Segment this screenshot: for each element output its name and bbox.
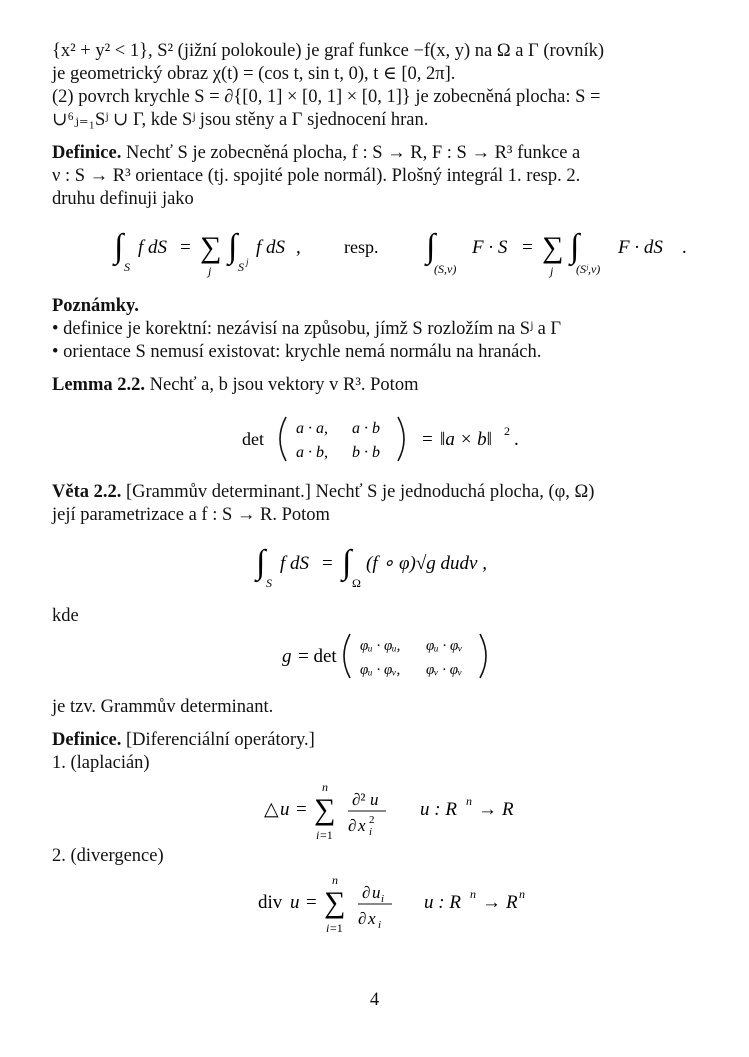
svg-text:i: i xyxy=(316,828,320,842)
svg-text:n: n xyxy=(322,780,328,794)
svg-text:a · b: a · b xyxy=(352,420,380,437)
definition-text-3: druhu definuji jako xyxy=(52,189,194,209)
svg-text:∂²: ∂² xyxy=(352,790,366,809)
notes-item-2: • orientace S nemusí existovat: krychle nemá normálu na hranách. xyxy=(52,342,542,362)
lemma-text: Nechť a, b jsou vektory v R³. Potom xyxy=(145,375,419,395)
text-line-4: ∪⁶ⱼ₌₁Sʲ ∪ Γ, kde Sʲ jsou stěny a Γ sjednocení hran. xyxy=(52,110,429,130)
text-line-2: je geometrický obraz χ(t) = (cos t, sin t, 0), t ∈ [0, 2π]. xyxy=(52,64,456,84)
svg-text:2: 2 xyxy=(504,424,510,438)
svg-text:∫: ∫ xyxy=(426,228,436,265)
svg-text:→: → xyxy=(478,799,497,820)
svg-text:(S,ν): (S,ν) xyxy=(434,262,457,276)
svg-text:f dS: f dS xyxy=(280,553,310,574)
svg-text:∑: ∑ xyxy=(324,886,346,919)
equation-gramm xyxy=(52,539,700,593)
svg-text:Ω: Ω xyxy=(352,576,361,590)
svg-text:det: det xyxy=(242,429,264,449)
theorem-label: Věta 2.2. xyxy=(52,482,122,502)
svg-text:u: u xyxy=(280,799,290,820)
svg-text:(Sʲ,ν): (Sʲ,ν) xyxy=(576,262,601,276)
svg-text:=: = xyxy=(522,237,533,258)
svg-text:i: i xyxy=(381,893,385,905)
svg-text:j: j xyxy=(208,264,212,278)
svg-text:.: . xyxy=(514,429,519,450)
svg-text:n: n xyxy=(466,794,472,808)
svg-text:=: = xyxy=(180,237,191,258)
lemma-label: Lemma 2.2. xyxy=(52,375,145,395)
svg-text:,: , xyxy=(296,237,301,258)
notes xyxy=(52,295,700,364)
svg-text:div: div xyxy=(258,892,283,913)
theorem-text-1: [Grammův determinant.] Nechť S je jednoduchá plocha, (φ, Ω) xyxy=(121,482,595,502)
svg-text:u : R: u : R xyxy=(420,799,457,820)
svg-text:∂: ∂ xyxy=(362,883,371,902)
svg-text:i: i xyxy=(326,921,330,935)
svg-text:△: △ xyxy=(264,799,279,820)
svg-text:=: = xyxy=(296,799,307,820)
svg-text:j: j xyxy=(550,264,554,278)
svg-text:∫: ∫ xyxy=(570,228,580,265)
svg-text:i: i xyxy=(378,919,382,931)
definition-label: Definice. xyxy=(52,143,122,163)
svg-text:= det: = det xyxy=(298,646,337,667)
svg-text:=: = xyxy=(306,892,317,913)
definition-2-label: Definice. xyxy=(52,730,122,750)
resp-label: resp. xyxy=(344,237,379,257)
svg-text:F · S⃗: F · S⃗ xyxy=(472,237,523,258)
svg-text:S: S xyxy=(238,260,244,274)
svg-text:f dS: f dS xyxy=(256,237,286,258)
svg-text:u: u xyxy=(290,892,300,913)
equation-surface-integrals xyxy=(52,223,700,279)
definition-2-item-1: 1. (laplacián) xyxy=(52,753,150,773)
svg-text:u: u xyxy=(372,883,381,902)
theorem xyxy=(52,481,700,527)
definition-1 xyxy=(52,142,700,211)
svg-text:R: R xyxy=(502,799,514,820)
svg-text:S: S xyxy=(266,576,272,590)
svg-text:S: S xyxy=(124,260,130,274)
theorem-after: je tzv. Grammův determinant. xyxy=(52,697,274,717)
svg-text:a · b,: a · b, xyxy=(296,444,328,461)
svg-text:u: u xyxy=(370,790,379,809)
svg-text:∫: ∫ xyxy=(256,544,266,581)
svg-text:φᵤ · φᵥ,: φᵤ · φᵥ, xyxy=(360,662,401,678)
notes-item-1: • definice je korektní: nezávisí na způsobu, jímž S rozložím na Sʲ a Γ xyxy=(52,319,562,339)
svg-text:f dS: f dS xyxy=(138,237,168,258)
notes-heading: Poznámky. xyxy=(52,296,139,316)
svg-text:φᵤ · φᵤ,: φᵤ · φᵤ, xyxy=(360,638,401,654)
kde-label: kde xyxy=(52,606,79,626)
svg-text:j: j xyxy=(246,257,249,267)
equation-divergence xyxy=(52,868,700,938)
page-number: 4 xyxy=(369,990,380,1010)
svg-text:n: n xyxy=(332,873,338,887)
svg-text:x: x xyxy=(368,909,376,928)
svg-text:φᵤ · φᵥ: φᵤ · φᵥ xyxy=(426,638,463,654)
definition-text-1: Nechť S je zobecněná plocha, f : S → R, F : S → R³ funkce a xyxy=(121,143,581,163)
equation-lemma xyxy=(52,409,700,469)
svg-text:∑: ∑ xyxy=(200,231,222,264)
equation-laplacian xyxy=(52,775,700,845)
definition-2 xyxy=(52,729,700,775)
svg-text:F · dS⃗ .: F · dS⃗ . xyxy=(618,237,688,258)
svg-text:a · a,: a · a, xyxy=(296,420,328,437)
svg-text:x: x xyxy=(358,816,366,835)
svg-text:u : R: u : R xyxy=(424,892,461,913)
svg-text:g: g xyxy=(282,646,292,667)
svg-text:b · b: b · b xyxy=(352,444,380,461)
definition-text-2: ν : S → R³ orientace (tj. spojité pole normál). Plošný integrál 1. resp. 2. xyxy=(52,166,581,186)
svg-text:=1: =1 xyxy=(320,828,333,842)
svg-text:∫: ∫ xyxy=(114,228,124,265)
svg-text:φᵥ · φᵥ: φᵥ · φᵥ xyxy=(426,662,463,678)
svg-text:∂: ∂ xyxy=(358,909,367,928)
svg-text:R: R xyxy=(506,892,518,913)
equation-g xyxy=(52,628,700,684)
svg-text:→: → xyxy=(482,892,501,913)
svg-text:2: 2 xyxy=(369,814,375,826)
page-content xyxy=(52,40,700,938)
svg-text:∫: ∫ xyxy=(228,228,238,265)
svg-text:i: i xyxy=(369,826,373,838)
svg-text:∂: ∂ xyxy=(348,816,357,835)
svg-text:‖a × b‖: ‖a × b‖ xyxy=(440,429,492,450)
text-line-1: {x² + y² < 1}, S² (jižní polokoule) je graf funkce −f(x, y) na Ω a Γ (rovník) xyxy=(52,41,604,61)
theorem-text-2: její parametrizace a f : S → R. Potom xyxy=(52,505,330,525)
svg-text:=: = xyxy=(422,429,433,450)
text-line-3: (2) povrch krychle S = ∂{[0, 1] × [0, 1] × [0, 1]} je zobecněná plocha: S = xyxy=(52,87,601,107)
svg-text:∫: ∫ xyxy=(342,544,352,581)
svg-text:=1: =1 xyxy=(330,921,343,935)
svg-text:(f ∘ φ)√g dudv ,: (f ∘ φ)√g dudv , xyxy=(366,553,487,574)
definition-2-text: [Diferenciální operátory.] xyxy=(121,730,315,750)
definition-2-item-2: 2. (divergence) xyxy=(52,846,164,866)
lemma xyxy=(52,374,700,397)
svg-text:∑: ∑ xyxy=(314,793,336,826)
svg-text:n: n xyxy=(470,887,476,901)
svg-text:n: n xyxy=(519,887,525,901)
svg-text:∑: ∑ xyxy=(542,231,564,264)
svg-text:=: = xyxy=(322,553,333,574)
